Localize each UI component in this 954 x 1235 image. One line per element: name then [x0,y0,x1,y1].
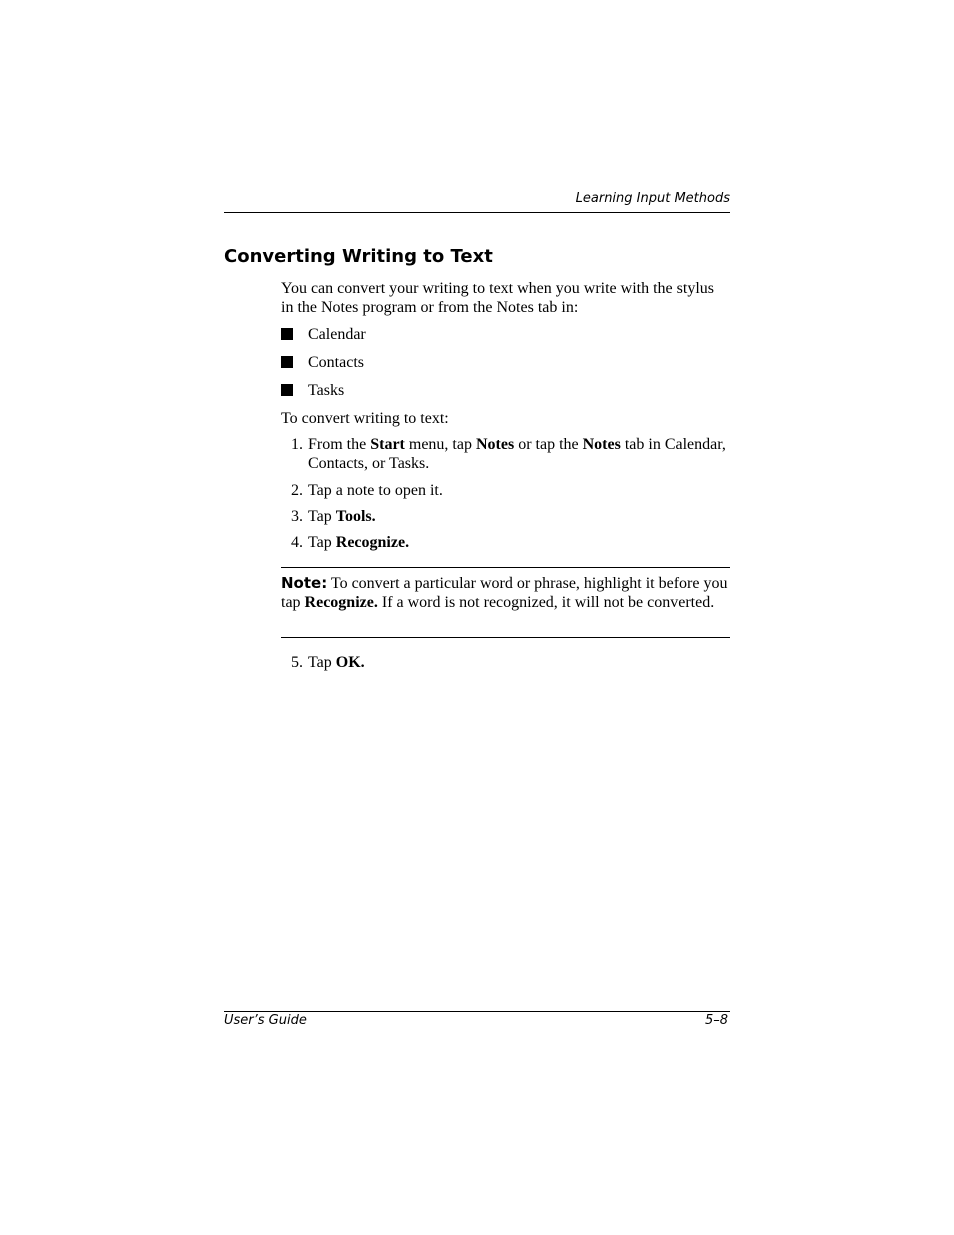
bullet-marker [281,328,293,340]
step-1-text: From the Start menu, tap Notes or tap the Notes tab in Calendar, Contacts, or Tasks. [308,436,726,472]
ui-term: Notes [582,436,621,453]
bullet-item-contacts: Contacts [308,354,364,371]
step-2-text: Tap a note to open it. [308,482,443,499]
step-number: 3. [291,508,303,525]
ui-term: Recognize. [335,534,410,551]
step-number: 1. [291,436,303,453]
step-5-text: Tap OK. [308,654,365,671]
note-top-rule [281,567,730,568]
footer-rule [224,1011,730,1012]
ui-term: Notes [475,436,515,453]
note-label: Note: [281,574,328,592]
intro-paragraph: You can convert your writing to text when you write with the stylus in the Notes program or from the Notes tab in: [281,280,714,316]
step-4-text: Tap Recognize. [308,534,410,551]
page-number: 5–8 [704,1013,728,1028]
ui-term: Start [370,436,405,453]
steps-lead: To convert writing to text: [281,410,449,427]
step-number: 2. [291,482,303,499]
bullet-item-calendar: Calendar [308,326,366,343]
ui-term: Recognize. [304,594,378,611]
bullet-item-tasks: Tasks [308,382,345,399]
bullet-marker [281,356,293,368]
note-box: Note: To convert a particular word or phrase, highlight it before you tap Recognize. If a word is not recognized, it will not be converted. [281,574,728,611]
step-number: 5. [291,654,303,671]
ui-term: OK. [335,654,365,671]
note-bottom-rule [281,637,730,638]
running-header: Learning Input Methods [575,191,730,206]
step-3-text: Tap Tools. [308,508,376,525]
bullet-marker [281,384,293,396]
step-number: 4. [291,534,303,551]
header-rule [224,212,730,213]
footer-guide-title: User’s Guide [224,1013,307,1028]
section-title: Converting Writing to Text [224,246,493,267]
ui-term: Tools. [335,508,376,525]
